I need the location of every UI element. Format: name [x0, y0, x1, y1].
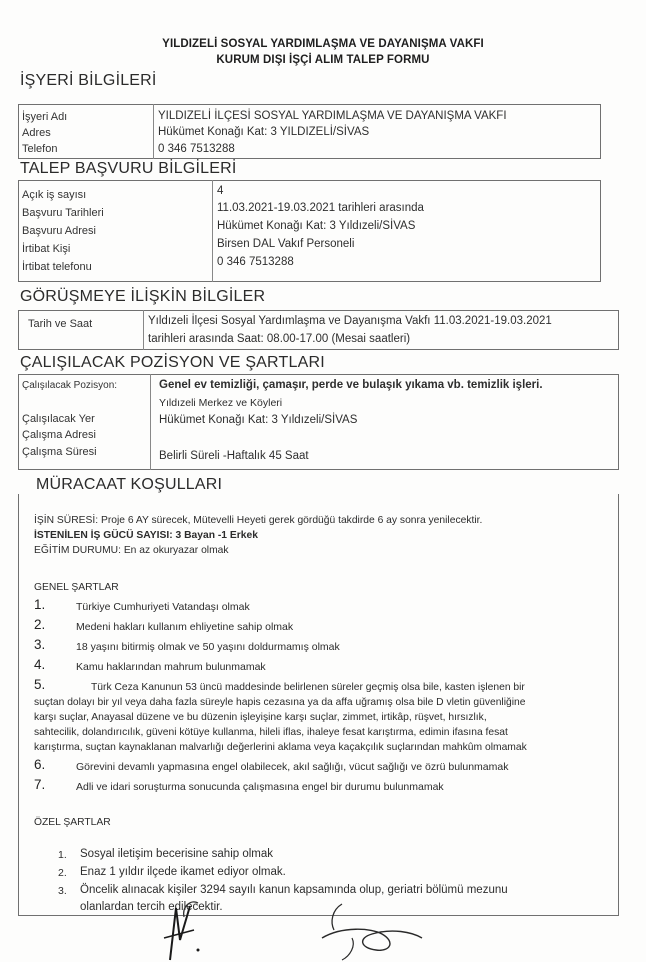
genel-item-text: Medeni hakları kullanım ehliyetine sahip olmak — [76, 621, 294, 633]
talep-heading: TALEP BAŞVURU BİLGİLERİ — [20, 160, 237, 177]
yer-label: Çalışılacak Yer — [22, 413, 95, 425]
talep-value-telefon: 0 346 7513288 — [217, 256, 294, 268]
gorusme-value-line1: Yıldızeli İlçesi Sosyal Yardımlaşma ve Dayanışma Vakfı 11.03.2021-19.03.2021 — [148, 315, 552, 327]
ozel-item-num: 1. — [58, 849, 67, 861]
genel-item-text: 18 yaşını bitirmiş olmak ve 50 yaşını doldurmamış olmak — [76, 641, 340, 653]
talep-label-kisi: İrtibat Kişi — [22, 243, 71, 255]
signature-hook — [180, 897, 210, 919]
genel-item5-line3: karşı suçlar, Anayasal düzene ve bu düzenin işleyişine karşı suçlar, zimmet, irtikâp, rüşvet, hırsızlık, — [34, 712, 487, 723]
genel-sartlar-heading: GENEL ŞARTLAR — [34, 582, 119, 593]
is-suresi-label: İŞİN SÜRESİ: — [34, 515, 99, 526]
genel-item7-num: 7. — [34, 777, 46, 792]
talep-label-adres: Başvuru Adresi — [22, 225, 96, 237]
isyeri-heading: İŞYERİ BİLGİLERİ — [20, 72, 157, 89]
isyeri-value-adres: Hükümet Konağı Kat: 3 YILDIZELİ/SİVAS — [158, 126, 370, 138]
genel-item-num: 2. — [34, 617, 46, 632]
isyeri-label-adres: Adres — [22, 127, 51, 139]
isyeri-label-ad: İşyeri Adı — [22, 111, 68, 123]
talep-label-telefon: İrtibat telefonu — [22, 261, 92, 273]
talep-value-tarihler: 11.03.2021-19.03.2021 tarihleri arasında — [217, 202, 424, 214]
adres-label: Çalışma Adresi — [22, 429, 96, 441]
sure-label: Çalışma Süresi — [22, 446, 97, 458]
genel-item5-line4: sahtecilik, dolandırıcılık, güveni kötüye kullanma, hileli iflas, ihaleye fesat karıştırma, edimin ifasına fesat — [34, 727, 508, 738]
is-suresi-text: Proje 6 AY sürecek, Mütevelli Heyeti gerek gördüğü takdirde 6 ay sonra yenilecektir. — [98, 515, 483, 526]
genel-item6-text: Görevini devamlı yapmasına engel olabilecek, akıl sağlığı, vücut sağlığı ve özrü bulunmamak — [76, 761, 509, 773]
ozel-item-num: 2. — [58, 867, 67, 879]
form-title-line1: YILDIZELİ SOSYAL YARDIMLAŞMA VE DAYANIŞMA VAKFI — [162, 38, 484, 50]
talep-label-tarihler: Başvuru Tarihleri — [22, 207, 104, 219]
isyeri-value-ad: YILDIZELİ İLÇESİ SOSYAL YARDIMLAŞMA VE DAYANIŞMA VAKFI — [158, 110, 507, 122]
talep-value-acik-is: 4 — [217, 185, 224, 197]
adres-value: Hükümet Konağı Kat: 3 Yıldızeli/SİVAS — [159, 414, 358, 426]
egitim-text: En az okuryazar olmak — [120, 545, 229, 556]
istenilen-line: İSTENİLEN İŞ GÜCÜ SAYISI: 3 Bayan -1 Erkek — [34, 530, 258, 541]
genel-item-text: Türkiye Cumhuriyeti Vatandaşı olmak — [76, 601, 250, 613]
genel-item5-line5: karıştırma, suçtan kaynaklanan malvarlığı değerlerini aklama veya kaçakçılık suçlarından mahkûm olmamak — [34, 742, 527, 753]
ozel-item-text: Sosyal iletişim becerisine sahip olmak — [80, 848, 274, 860]
isyeri-label-telefon: Telefon — [22, 143, 58, 155]
pozisyon-label: Çalışılacak Pozisyon: — [22, 380, 118, 391]
gorusme-heading: GÖRÜŞMEYE İLİŞKİN BİLGİLER — [20, 288, 266, 305]
gorusme-label: Tarih ve Saat — [28, 318, 93, 330]
ozel-item3-line2: olanlardan tercih edilecektir. — [80, 901, 223, 913]
gorusme-value-line2: tarihleri arasında Saat: 08.00-17.00 (Mesai saatleri) — [148, 333, 411, 345]
talep-value-kisi: Birsen DAL Vakıf Personeli — [217, 238, 355, 250]
genel-item5-num: 5. — [34, 677, 46, 692]
talep-label-acik-is: Açık iş sayısı — [22, 189, 87, 201]
genel-item5-line1: Türk Ceza Kanunun 53 üncü maddesinde belirlenen süreler geçmiş olsa bile, kasten işlenen bir — [91, 682, 525, 693]
ozel-item3-line1: Öncelik alınacak kişiler 3294 sayılı kanun kapsamında olup, geriatri bölümü mezunu — [80, 884, 508, 896]
pozisyon-value: Genel ev temizliği, çamaşır, perde ve bulaşık yıkama vb. temizlik işleri. — [159, 379, 543, 391]
pozisyon-heading: ÇALIŞILACAK POZİSYON VE ŞARTLARI — [20, 354, 325, 371]
egitim-label: EĞİTİM DURUMU: — [34, 545, 121, 556]
talep-value-adres: Hükümet Konağı Kat: 3 Yıldızeli/SİVAS — [217, 220, 416, 232]
genel-item6-num: 6. — [34, 757, 46, 772]
ozel-item-text: Enaz 1 yıldır ilçede ikamet ediyor olmak. — [80, 866, 286, 878]
form-title-line2: KURUM DIŞI İŞÇİ ALIM TALEP FORMU — [216, 54, 430, 66]
muracaat-heading: MÜRACAAT KOŞULLARI — [36, 476, 223, 493]
genel-item7-text: Adli ve idari soruşturma sonucunda çalışmasına engel bir durumu bulunmamak — [76, 781, 444, 793]
sure-value: Belirli Süreli -Haftalık 45 Saat — [159, 450, 309, 462]
genel-item-num: 1. — [34, 597, 46, 612]
genel-item-text: Kamu haklarından mahrum bulunmamak — [76, 661, 266, 673]
genel-item5-line2: suçtan dolayı bir yıl veya daha fazla süreyle hapis cezasına ya da affa uğramış olsa bile D vletin güvenliğine — [34, 697, 526, 708]
yer-value: Yıldızeli Merkez ve Köyleri — [159, 397, 283, 409]
ozel-sartlar-heading: ÖZEL ŞARTLAR — [34, 817, 111, 828]
signature-right — [312, 898, 432, 962]
genel-item-num: 3. — [34, 637, 46, 652]
ozel-item3-num: 3. — [58, 885, 67, 897]
egitim-line — [34, 543, 229, 559]
genel-item-num: 4. — [34, 657, 46, 672]
is-suresi-line — [34, 513, 482, 529]
isyeri-value-telefon: 0 346 7513288 — [158, 143, 235, 155]
